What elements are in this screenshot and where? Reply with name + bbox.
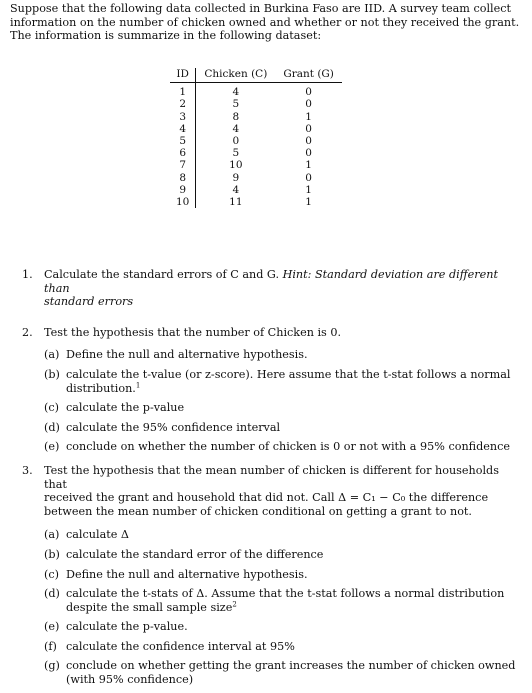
subpart-text: calculate Δ xyxy=(66,528,129,542)
intro-paragraph xyxy=(10,2,522,43)
cell-chicken: 9 xyxy=(232,171,240,184)
subpart-label: (c) xyxy=(44,567,59,581)
subpart-a xyxy=(44,348,520,362)
subpart-text: calculate the 95% confidence interval xyxy=(66,420,281,434)
cell-grant: 0 xyxy=(305,86,312,99)
subpart-e xyxy=(44,620,520,634)
question-2-text: Test the hypothesis that the number of Chicken is 0. xyxy=(44,325,342,339)
subpart-text: Define the null and alternative hypothesis. xyxy=(66,348,308,362)
question-1-hint: Hint: Standard deviation are different than xyxy=(44,268,498,295)
cell-grant: 1 xyxy=(305,183,312,196)
table-row xyxy=(170,172,342,184)
table-row xyxy=(170,196,342,208)
question-3-subparts xyxy=(44,528,520,686)
table-row xyxy=(170,159,342,171)
cell-id: 6 xyxy=(170,147,196,159)
question-3 xyxy=(22,464,520,687)
cell-grant: 0 xyxy=(305,135,312,148)
question-1-text: Calculate the standard errors of C and G. xyxy=(44,268,283,281)
subpart-f xyxy=(44,640,520,654)
cell-id: 7 xyxy=(170,159,196,171)
subpart-text: conclude on whether the number of chicken is 0 or not with a 95% confidence xyxy=(66,440,510,454)
question-number: 3. xyxy=(22,463,33,477)
cell-grant: 1 xyxy=(305,196,312,209)
header-id: ID xyxy=(170,68,196,83)
subpart-text-cont: (with 95% confidence) xyxy=(66,673,194,687)
subpart-label: (a) xyxy=(44,348,60,362)
table-row xyxy=(170,98,342,110)
header-grant: Grant (G) xyxy=(275,68,342,83)
intro-line-1: Suppose that the following data collected in Burkina Faso are IID. A survey team collect xyxy=(10,2,511,15)
cell-grant: 0 xyxy=(305,147,312,160)
cell-id: 4 xyxy=(170,123,196,135)
subpart-text-cont: distribution. xyxy=(66,381,136,395)
cell-chicken: 10 xyxy=(229,159,243,172)
cell-chicken: 5 xyxy=(232,98,240,111)
cell-id: 5 xyxy=(170,135,196,147)
cell-chicken: 4 xyxy=(232,122,240,135)
table-header-row xyxy=(170,68,342,83)
question-number: 2. xyxy=(22,325,33,339)
footnote-marker: 2 xyxy=(232,599,237,608)
subpart-text: calculate the t-stats of Δ. Assume that the t-stat follows a normal distribution xyxy=(66,587,505,601)
subpart-label: (f) xyxy=(44,639,57,653)
dataset-table xyxy=(170,68,342,208)
question-3-line-1: Test the hypothesis that the mean number of chicken is different for households that xyxy=(44,463,499,491)
subpart-text: calculate the p-value. xyxy=(66,620,188,634)
question-1-hint-cont: standard errors xyxy=(44,295,134,309)
subpart-e xyxy=(44,440,520,454)
cell-grant: 1 xyxy=(305,159,312,172)
subpart-text-cont: despite the small sample size xyxy=(66,600,233,614)
cell-chicken: 0 xyxy=(232,135,240,148)
cell-id: 9 xyxy=(170,184,196,196)
table-row xyxy=(170,135,342,147)
subpart-label: (a) xyxy=(44,528,60,542)
cell-id: 10 xyxy=(170,196,196,208)
question-3-line-2: received the grant and household that did not. Call Δ = C₁ − C₀ the difference xyxy=(44,491,489,505)
subpart-label: (e) xyxy=(44,620,60,634)
question-list xyxy=(22,268,520,693)
subpart-label: (g) xyxy=(44,659,60,673)
subpart-text: calculate the confidence interval at 95% xyxy=(66,639,295,653)
cell-chicken: 11 xyxy=(229,196,243,209)
subpart-label: (d) xyxy=(44,420,60,434)
question-3-text xyxy=(44,464,520,518)
cell-chicken: 4 xyxy=(232,86,240,99)
header-chicken: Chicken (C) xyxy=(196,68,275,83)
subpart-c xyxy=(44,401,520,415)
question-number: 1. xyxy=(22,268,33,281)
subpart-text: calculate the p-value xyxy=(66,401,185,415)
subpart-text: Define the null and alternative hypothesis. xyxy=(66,567,308,581)
cell-grant: 0 xyxy=(305,171,312,184)
cell-id: 2 xyxy=(170,98,196,110)
cell-grant: 0 xyxy=(305,122,312,135)
table-row xyxy=(170,111,342,123)
subpart-label: (c) xyxy=(44,401,59,415)
cell-chicken: 8 xyxy=(232,110,240,123)
subpart-text: calculate the standard error of the difference xyxy=(66,547,324,561)
cell-id: 8 xyxy=(170,172,196,184)
question-2-subparts xyxy=(44,348,520,454)
footnote-marker: 1 xyxy=(135,380,141,389)
cell-grant: 1 xyxy=(305,110,312,123)
cell-chicken: 4 xyxy=(232,183,240,196)
table-row xyxy=(170,123,342,135)
table-row xyxy=(170,147,342,159)
question-1-line-1 xyxy=(44,268,520,295)
intro-line-2: information on the number of chicken owned and whether or not they received the grant. xyxy=(10,15,520,29)
table-row xyxy=(170,83,342,99)
subpart-label: (e) xyxy=(44,440,60,454)
subpart-d xyxy=(44,587,520,614)
subpart-label: (b) xyxy=(44,367,60,381)
intro-line-3: The information is summarize in the following dataset: xyxy=(10,29,322,43)
subpart-text: conclude on whether getting the grant increases the number of chicken owned xyxy=(66,659,516,673)
question-3-line-3: between the mean number of chicken conditional on getting a grant to not. xyxy=(44,504,472,518)
subpart-text: calculate the t-value (or z-score). Here assume that the t-stat follows a normal xyxy=(66,367,511,381)
cell-chicken: 5 xyxy=(232,147,240,160)
question-2 xyxy=(22,326,520,454)
subpart-d xyxy=(44,421,520,435)
subpart-b xyxy=(44,548,520,562)
cell-id: 1 xyxy=(170,83,196,99)
subpart-c xyxy=(44,568,520,582)
subpart-label: (d) xyxy=(44,587,60,601)
table-row xyxy=(170,184,342,196)
subpart-g xyxy=(44,659,520,686)
cell-grant: 0 xyxy=(305,98,312,111)
subpart-a xyxy=(44,528,520,542)
subpart-b xyxy=(44,368,520,395)
question-1 xyxy=(22,268,520,309)
subpart-label: (b) xyxy=(44,547,60,561)
cell-id: 3 xyxy=(170,111,196,123)
